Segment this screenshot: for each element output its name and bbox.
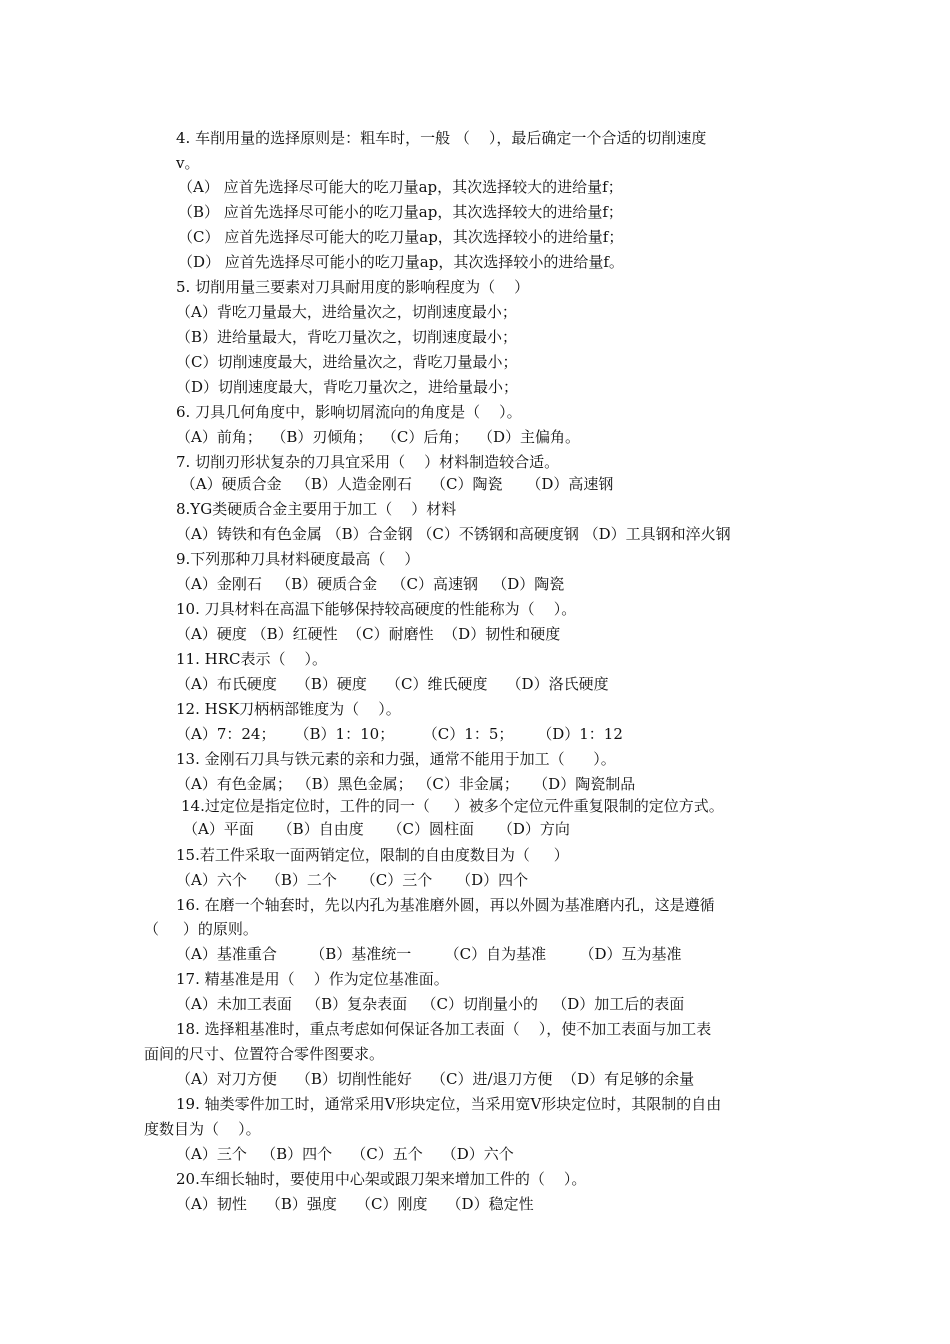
q4-option-c: （C） 应首先选择尽可能大的吃刀量ap，其次选择较小的进给量f； <box>178 228 624 246</box>
q4-option-b: （B） 应首先选择尽可能小的吃刀量ap，其次选择较大的进给量f； <box>178 203 623 221</box>
q13-options: （A）有色金属； （B）黑色金属； （C）非金属； （D）陶瓷制品 <box>176 775 636 793</box>
q9-options: （A）金刚石 （B）硬质合金 （C）高速钢 （D）陶瓷 <box>176 575 565 593</box>
q10-stem: 10. 刀具材料在高温下能够保持较高硬度的性能称为（ ）。 <box>176 600 577 618</box>
q14-options: （A）平面 （B）自由度 （C）圆柱面 （D）方向 <box>183 820 570 838</box>
q5-option-d: （D）切削速度最大，背吃刀量次之，进给量最小； <box>176 378 519 396</box>
q16-stem-line2: （ ）的原则。 <box>144 920 258 938</box>
q18-stem-line1: 18. 选择粗基准时，重点考虑如何保证各加工表面（ ），使不加工表面与加工表 <box>176 1020 712 1038</box>
q4-stem-line1: 4. 车削用量的选择原则是：粗车时，一般 （ ），最后确定一个合适的切削速度 <box>176 129 707 147</box>
q13-stem: 13. 金刚石刀具与铁元素的亲和力强，通常不能用于加工（ ）。 <box>176 750 616 768</box>
q4-option-d: （D） 应首先选择尽可能小的吃刀量ap，其次选择较小的进给量f。 <box>178 253 624 271</box>
q4-stem-line2: v。 <box>176 154 200 172</box>
q11-stem: 11. HRC表示（ ）。 <box>176 650 328 668</box>
q19-stem-line2: 度数目为（ ）。 <box>144 1120 261 1138</box>
q14-stem: 14.过定位是指定位时，工件的同一（ ）被多个定位元件重复限制的定位方式。 <box>181 797 724 815</box>
q6-options: （A）前角； （B）刃倾角； （C）后角； （D）主偏角。 <box>176 428 580 446</box>
q16-stem-line1: 16. 在磨一个轴套时，先以内孔为基准磨外圆，再以外圆为基准磨内孔，这是遵循 <box>176 896 715 914</box>
q5-stem: 5. 切削用量三要素对刀具耐用度的影响程度为（ ） <box>176 278 530 296</box>
q15-stem: 15.若工件采取一面两销定位，限制的自由度数目为（ ） <box>176 846 569 864</box>
q5-option-a: （A）背吃刀量最大，进给量次之，切削速度最小； <box>176 303 517 321</box>
q5-option-c: （C）切削速度最大，进给量次之，背吃刀量最小； <box>176 353 518 371</box>
q5-option-b: （B）进给量最大，背吃刀量次之，切削速度最小； <box>176 328 518 346</box>
q19-options: （A）三个 （B）四个 （C）五个 （D）六个 <box>176 1145 514 1163</box>
q19-stem-line1: 19. 轴类零件加工时，通常采用V形块定位，当采用宽V形块定位时，其限制的自由 <box>176 1095 722 1113</box>
q6-stem: 6. 刀具几何角度中，影响切屑流向的角度是（ ）。 <box>176 403 522 421</box>
q9-stem: 9.下列那种刀具材料硬度最高（ ） <box>176 550 420 568</box>
q12-options: （A）7：24； （B）1：10； （C）1：5； （D）1：12 <box>176 725 623 743</box>
q4-option-a: （A） 应首先选择尽可能大的吃刀量ap，其次选择较大的进给量f； <box>178 178 623 196</box>
q20-options: （A）韧性 （B）强度 （C）刚度 （D）稳定性 <box>176 1195 534 1213</box>
q7-options: （A）硬质合金 （B）人造金刚石 （C）陶瓷 （D）高速钢 <box>176 475 614 493</box>
q12-stem: 12. HSK刀柄柄部锥度为（ ）。 <box>176 700 401 718</box>
q8-options: （A）铸铁和有色金属 （B）合金钢 （C）不锈钢和高硬度钢 （D）工具钢和淬火钢 <box>176 525 731 543</box>
q18-options: （A）对刀方便 （B）切削性能好 （C）进/退刀方便 （D）有足够的余量 <box>176 1070 695 1088</box>
q16-options: （A）基准重合 （B）基准统一 （C）自为基准 （D）互为基准 <box>176 945 682 963</box>
q15-options: （A）六个 （B）二个 （C）三个 （D）四个 <box>176 871 529 889</box>
q18-stem-line2: 面间的尺寸、位置符合零件图要求。 <box>144 1045 385 1063</box>
q10-options: （A）硬度 （B）红硬性 （C）耐磨性 （D）韧性和硬度 <box>176 625 561 643</box>
q20-stem: 20.车细长轴时，要使用中心架或跟刀架来增加工件的（ ）。 <box>176 1170 587 1188</box>
q17-options: （A）未加工表面 （B）复杂表面 （C）切削量小的 （D）加工后的表面 <box>176 995 685 1013</box>
q11-options: （A）布氏硬度 （B）硬度 （C）维氏硬度 （D）洛氏硬度 <box>176 675 609 693</box>
q7-stem: 7. 切削刃形状复杂的刀具宜采用（ ）材料制造较合适。 <box>176 453 560 471</box>
q17-stem: 17. 精基准是用（ ）作为定位基准面。 <box>176 970 449 988</box>
q8-stem: 8.YG类硬质合金主要用于加工（ ）材料 <box>176 500 457 518</box>
